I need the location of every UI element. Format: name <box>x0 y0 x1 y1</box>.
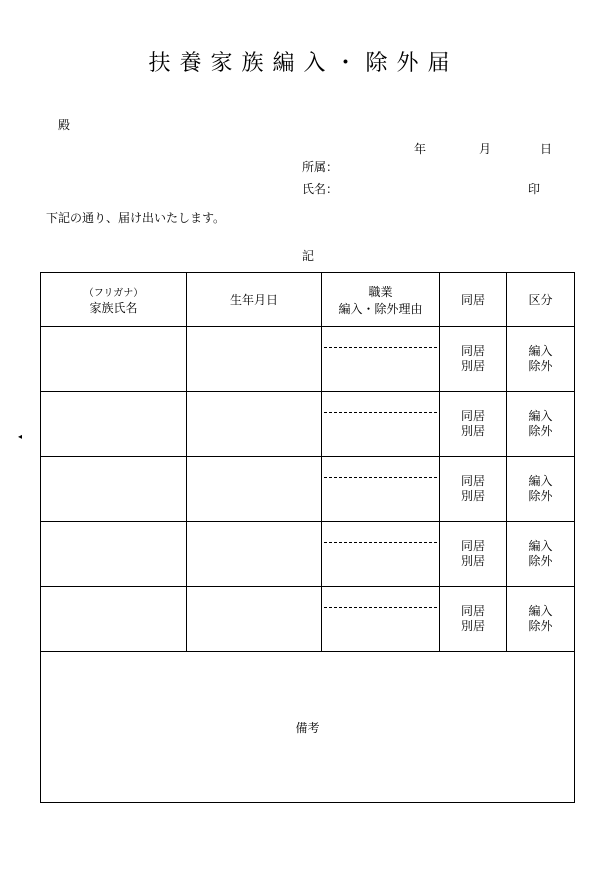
statement-text: 下記の通り、届け出いたします。 <box>46 211 226 225</box>
add-option[interactable]: 編入 <box>528 409 553 423</box>
dashed-divider <box>324 477 437 478</box>
cohabit-option[interactable]: 同居 <box>460 409 485 423</box>
remove-option[interactable]: 除外 <box>528 554 553 568</box>
name-label: 氏名： <box>302 182 339 196</box>
header-occupation: 職業 <box>368 284 393 299</box>
header-name: 家族氏名 <box>89 300 138 315</box>
header-family-name <box>41 273 187 327</box>
add-option[interactable]: 編入 <box>528 344 553 358</box>
family-name-cell[interactable] <box>41 392 187 457</box>
occupation-reason-cell[interactable] <box>322 327 440 392</box>
occupation-reason-cell[interactable] <box>322 587 440 652</box>
category-cell[interactable] <box>507 587 575 652</box>
add-option[interactable]: 編入 <box>528 539 553 553</box>
header-cohabit: 同居 <box>440 273 507 327</box>
separate-option[interactable]: 別居 <box>460 489 485 503</box>
category-cell[interactable] <box>507 392 575 457</box>
header-birthdate: 生年月日 <box>187 273 322 327</box>
remarks-row <box>41 652 575 803</box>
birthdate-cell[interactable] <box>187 457 322 522</box>
header-furigana: （フリガナ） <box>83 287 144 299</box>
document-title: 扶養家族編入・除外届 <box>148 51 459 76</box>
ki-label: 記 <box>302 249 315 263</box>
table-row <box>41 587 575 652</box>
cohabit-option[interactable]: 同居 <box>460 604 485 618</box>
table-row <box>41 392 575 457</box>
occupation-reason-cell[interactable] <box>322 457 440 522</box>
category-cell[interactable] <box>507 457 575 522</box>
cohabit-option[interactable]: 同居 <box>460 344 485 358</box>
add-option[interactable]: 編入 <box>528 604 553 618</box>
cohabit-cell[interactable] <box>440 522 507 587</box>
addressee-suffix: 殿 <box>58 118 71 132</box>
family-name-cell[interactable] <box>41 457 187 522</box>
cohabit-cell[interactable] <box>440 327 507 392</box>
separate-option[interactable]: 別居 <box>460 619 485 633</box>
add-option[interactable]: 編入 <box>528 474 553 488</box>
birthdate-cell[interactable] <box>187 327 322 392</box>
dashed-divider <box>324 542 437 543</box>
seal-label: 印 <box>528 182 541 196</box>
dashed-divider <box>324 412 437 413</box>
remove-option[interactable]: 除外 <box>528 489 553 503</box>
date-day-label: 日 <box>540 142 553 156</box>
remove-option[interactable]: 除外 <box>528 619 553 633</box>
remarks-label: 備考 <box>295 720 320 735</box>
family-name-cell[interactable] <box>41 327 187 392</box>
date-year-label: 年 <box>414 142 427 156</box>
separate-option[interactable]: 別居 <box>460 359 485 373</box>
dashed-divider <box>324 347 437 348</box>
family-table <box>40 272 575 803</box>
separate-option[interactable]: 別居 <box>460 554 485 568</box>
cohabit-option[interactable]: 同居 <box>460 474 485 488</box>
cohabit-option[interactable]: 同居 <box>460 539 485 553</box>
header-occupation-reason <box>322 273 440 327</box>
birthdate-cell[interactable] <box>187 522 322 587</box>
family-name-cell[interactable] <box>41 587 187 652</box>
occupation-reason-cell[interactable] <box>322 522 440 587</box>
table-row <box>41 457 575 522</box>
table-row <box>41 522 575 587</box>
category-cell[interactable] <box>507 327 575 392</box>
cohabit-cell[interactable] <box>440 457 507 522</box>
occupation-reason-cell[interactable] <box>322 392 440 457</box>
table-row <box>41 327 575 392</box>
affiliation-label: 所属： <box>302 160 339 174</box>
remove-option[interactable]: 除外 <box>528 424 553 438</box>
birthdate-cell[interactable] <box>187 587 322 652</box>
birthdate-cell[interactable] <box>187 392 322 457</box>
header-category: 区分 <box>507 273 575 327</box>
family-name-cell[interactable] <box>41 522 187 587</box>
separate-option[interactable]: 別居 <box>460 424 485 438</box>
cohabit-cell[interactable] <box>440 587 507 652</box>
remarks-cell[interactable] <box>41 652 575 803</box>
header-reason: 編入・除外理由 <box>338 301 423 316</box>
dashed-divider <box>324 607 437 608</box>
cohabit-cell[interactable] <box>440 392 507 457</box>
table-header-row <box>41 273 575 327</box>
margin-marker: ◂ <box>18 432 23 441</box>
category-cell[interactable] <box>507 522 575 587</box>
date-month-label: 月 <box>479 142 492 156</box>
remove-option[interactable]: 除外 <box>528 359 553 373</box>
